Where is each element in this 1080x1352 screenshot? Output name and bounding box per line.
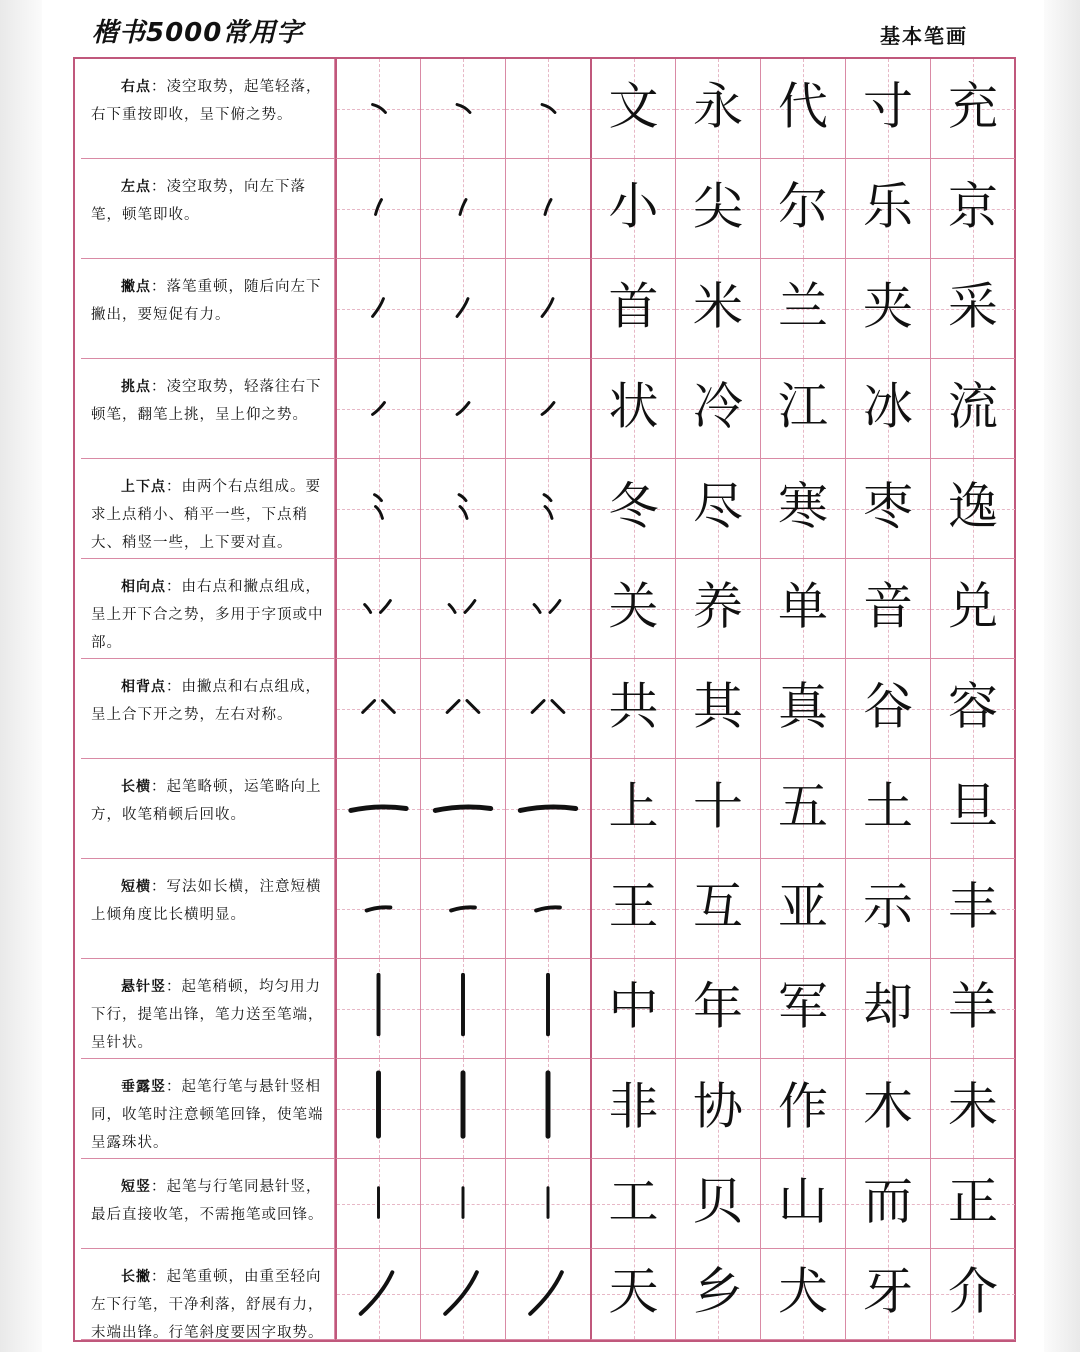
section-title: 基本笔画 [880, 24, 968, 48]
example-character-cell [590, 159, 675, 259]
example-character: 单 [778, 577, 828, 636]
page-edge-left [0, 0, 42, 1352]
example-character-cell [760, 459, 845, 559]
stroke-row [75, 1249, 1014, 1340]
stroke-example-cell [505, 1159, 590, 1249]
example-character: 充 [948, 77, 998, 136]
stroke-example-cell [335, 759, 420, 859]
stroke-example-cell [420, 659, 505, 759]
example-character: 冬 [608, 477, 659, 536]
example-character-cell [930, 1249, 1015, 1340]
stroke-path [536, 907, 560, 910]
stroke-path [373, 299, 384, 317]
example-character: 犬 [778, 1262, 828, 1321]
example-character-cell [845, 859, 930, 959]
stroke-row [75, 1059, 1014, 1159]
example-character: 年 [693, 977, 743, 1036]
stroke-example-cell [505, 1059, 590, 1159]
stroke-example-cell [335, 1249, 420, 1340]
stroke-path [445, 1272, 477, 1314]
needle-shu-stroke [421, 959, 505, 1058]
example-character: 谷 [863, 677, 913, 736]
example-character: 其 [693, 677, 743, 736]
tiao-dot-stroke [506, 359, 590, 458]
long-pie-stroke [421, 1249, 505, 1339]
example-character-cell [845, 559, 930, 659]
example-character-cell [760, 659, 845, 759]
stroke-instructions: ：由撇点和右点组成，呈上合下开之势，左右对称。 [91, 679, 321, 723]
stroke-description [81, 359, 335, 459]
short-shu-stroke [421, 1159, 505, 1248]
example-character: 采 [948, 277, 998, 336]
example-character-cell [590, 559, 675, 659]
stroke-example-cell [505, 259, 590, 359]
example-character-cell [845, 59, 930, 159]
stroke-example-cell [420, 559, 505, 659]
example-character: 兰 [778, 277, 828, 336]
example-character: 土 [863, 777, 913, 836]
example-character-cell [845, 159, 930, 259]
example-character-cell [760, 159, 845, 259]
stroke-path [351, 807, 406, 811]
example-character-cell [845, 459, 930, 559]
stroke-description [81, 959, 335, 1059]
example-character-cell [845, 1249, 930, 1340]
stroke-path [460, 200, 466, 215]
example-character-cell [760, 1159, 845, 1249]
example-character-cell [930, 159, 1015, 259]
stroke-instructions: ：起笔重顿，由重至轻向左下行笔，干净利落，舒展有力，末端出锋。行笔斜度要因字取势。 [91, 1269, 324, 1341]
stroke-instructions: ：凌空取势，向左下落笔，顿笔即收。 [91, 179, 306, 223]
example-character-cell [760, 859, 845, 959]
long-pie-stroke [506, 1249, 590, 1339]
example-character-cell [675, 1249, 760, 1340]
stroke-example-cell [505, 959, 590, 1059]
example-character: 军 [778, 977, 828, 1036]
stroke-example-cell [420, 359, 505, 459]
stroke-name: 撇点 [121, 279, 151, 295]
stroke-example-cell [335, 559, 420, 659]
stroke-path [457, 299, 468, 317]
stroke-path [457, 403, 469, 415]
stroke-row [75, 459, 1014, 559]
dew-shu-stroke [337, 1059, 420, 1158]
example-character-cell [590, 1059, 675, 1159]
stroke-path [520, 807, 575, 811]
stroke-example-cell [420, 959, 505, 1059]
example-character-cell [590, 59, 675, 159]
stroke-instructions: ：起笔行笔与悬针竖相同，收笔时注意顿笔回锋，使笔端呈露珠状。 [91, 1079, 324, 1151]
stroke-path [530, 1272, 562, 1314]
stroke-path [375, 495, 383, 519]
example-character: 十 [693, 777, 743, 836]
example-character: 永 [693, 77, 743, 136]
stroke-row [75, 159, 1014, 259]
updown-dot-stroke [337, 459, 420, 558]
example-character-cell [760, 559, 845, 659]
example-character-cell [760, 759, 845, 859]
example-character-cell [760, 959, 845, 1059]
example-character: 天 [608, 1262, 659, 1321]
example-character-cell [930, 859, 1015, 959]
stroke-name: 左点 [121, 179, 151, 195]
long-heng-stroke [337, 759, 420, 858]
stroke-example-cell [335, 159, 420, 259]
stroke-example-cell [335, 259, 420, 359]
example-character: 乡 [693, 1262, 743, 1321]
example-character-cell [675, 559, 760, 659]
stroke-path [534, 601, 560, 613]
facing-dot-stroke [506, 559, 590, 658]
example-character: 枣 [863, 477, 913, 536]
example-character-cell [675, 459, 760, 559]
stroke-path [363, 701, 395, 713]
stroke-path [457, 105, 470, 113]
stroke-path [542, 105, 555, 113]
stroke-description [81, 59, 335, 159]
example-character-cell [845, 959, 930, 1059]
example-character-cell [845, 1159, 930, 1249]
example-character-cell [675, 259, 760, 359]
example-character-cell [930, 659, 1015, 759]
stroke-example-cell [335, 59, 420, 159]
stroke-example-cell [420, 259, 505, 359]
example-character-cell [590, 1159, 675, 1249]
stroke-example-cell [505, 559, 590, 659]
example-character-cell [845, 659, 930, 759]
back-dot-stroke [337, 659, 420, 758]
stroke-description [81, 159, 335, 259]
updown-dot-stroke [506, 459, 590, 558]
stroke-path [365, 601, 391, 613]
example-character: 作 [778, 1077, 828, 1136]
example-character: 真 [778, 677, 828, 736]
short-heng-stroke [421, 859, 505, 958]
example-character: 互 [693, 877, 743, 936]
stroke-description [81, 459, 335, 559]
stroke-name: 长撇 [121, 1269, 151, 1285]
example-character: 状 [608, 377, 659, 436]
stroke-name: 右点 [121, 79, 151, 95]
stroke-row [75, 759, 1014, 859]
example-character: 江 [778, 377, 828, 436]
example-character: 五 [778, 777, 828, 836]
example-character: 尖 [693, 177, 743, 236]
stroke-description [81, 559, 335, 659]
practice-sheet [73, 57, 1016, 1342]
example-character-cell [845, 1059, 930, 1159]
stroke-instructions: ：起笔略顿，运笔略向上方，收笔稍顿后回收。 [91, 779, 322, 823]
left-dot-stroke [337, 159, 420, 258]
stroke-name: 短竖 [121, 1179, 151, 1195]
pie-dot-stroke [421, 259, 505, 358]
example-character: 冰 [863, 377, 913, 436]
left-dot-stroke [421, 159, 505, 258]
example-character: 文 [608, 77, 659, 136]
stroke-description [81, 259, 335, 359]
example-character: 乐 [863, 177, 913, 236]
stroke-instructions: ：由两个右点组成。要求上点稍小、稍平一些，下点稍大、稍竖一些，上下要对直。 [91, 479, 321, 551]
right-dot-stroke [421, 59, 505, 158]
stroke-example-cell [505, 859, 590, 959]
stroke-example-cell [420, 759, 505, 859]
example-character-cell [675, 959, 760, 1059]
stroke-path [435, 807, 490, 811]
example-character: 逸 [948, 477, 998, 536]
example-character-cell [675, 359, 760, 459]
stroke-example-cell [420, 59, 505, 159]
example-character: 寸 [863, 77, 913, 136]
example-character-cell [930, 459, 1015, 559]
short-heng-stroke [506, 859, 590, 958]
stroke-description [81, 659, 335, 759]
stroke-name: 上下点 [121, 479, 166, 495]
stroke-path [545, 200, 551, 215]
example-character-cell [930, 59, 1015, 159]
stroke-instructions: ：凌空取势，轻落往右下顿笔，翻笔上挑，呈上仰之势。 [91, 379, 322, 423]
example-character: 协 [693, 1077, 743, 1136]
dew-shu-stroke [421, 1059, 505, 1158]
stroke-path [459, 495, 467, 519]
needle-shu-stroke [337, 959, 420, 1058]
example-character-cell [590, 459, 675, 559]
example-character-cell [760, 1059, 845, 1159]
stroke-instructions: ：起笔与行笔同悬针竖，最后直接收笔，不需拖笔或回锋。 [91, 1179, 324, 1223]
stroke-description [81, 1249, 335, 1340]
stroke-path [361, 1272, 393, 1314]
stroke-instructions: ：写法如长横，注意短横上倾角度比长横明显。 [91, 879, 322, 923]
example-character: 而 [863, 1172, 913, 1231]
example-character-cell [590, 959, 675, 1059]
stroke-example-cell [335, 659, 420, 759]
example-character-cell [930, 359, 1015, 459]
example-character: 小 [608, 177, 659, 236]
example-character-cell [760, 259, 845, 359]
stroke-example-cell [420, 459, 505, 559]
stroke-example-cell [335, 459, 420, 559]
example-character: 贝 [693, 1172, 743, 1231]
stroke-row [75, 959, 1014, 1059]
long-heng-stroke [506, 759, 590, 858]
facing-dot-stroke [421, 559, 505, 658]
example-character-cell [675, 759, 760, 859]
stroke-path [451, 907, 475, 910]
stroke-row [75, 559, 1014, 659]
example-character: 旦 [948, 777, 998, 836]
example-character: 上 [608, 777, 659, 836]
stroke-path [447, 701, 479, 713]
pie-dot-stroke [506, 259, 590, 358]
stroke-row [75, 859, 1014, 959]
stroke-example-cell [420, 159, 505, 259]
example-character: 京 [948, 177, 998, 236]
example-character-cell [845, 359, 930, 459]
example-character-cell [590, 659, 675, 759]
example-character-cell [930, 259, 1015, 359]
stroke-instructions: ：凌空取势，起笔轻落，右下重按即收，呈下俯之势。 [91, 79, 322, 123]
stroke-example-cell [505, 459, 590, 559]
stroke-row [75, 1159, 1014, 1249]
stroke-path [367, 907, 391, 910]
stroke-example-cell [505, 159, 590, 259]
stroke-row [75, 359, 1014, 459]
example-character: 流 [948, 377, 998, 436]
stroke-example-cell [335, 859, 420, 959]
long-heng-stroke [421, 759, 505, 858]
stroke-example-cell [505, 1249, 590, 1340]
example-character-cell [590, 359, 675, 459]
book-title: 楷书5000常用字 [92, 18, 304, 48]
example-character-cell [760, 1249, 845, 1340]
stroke-instructions: ：落笔重顿，随后向左下撇出，要短促有力。 [91, 279, 322, 323]
stroke-example-cell [335, 959, 420, 1059]
example-character-cell [675, 59, 760, 159]
facing-dot-stroke [337, 559, 420, 658]
example-character: 寒 [778, 477, 828, 536]
example-character: 牙 [863, 1262, 913, 1321]
stroke-name: 悬针竖 [121, 979, 166, 995]
page-edge-right [1044, 0, 1080, 1352]
stroke-instructions: ：起笔稍顿，均匀用力下行，提笔出锋，笔力送至笔端，呈针状。 [91, 979, 324, 1051]
short-heng-stroke [337, 859, 420, 958]
example-character-cell [845, 759, 930, 859]
example-character: 中 [608, 977, 659, 1036]
stroke-description [81, 1159, 335, 1249]
example-character-cell [675, 159, 760, 259]
back-dot-stroke [506, 659, 590, 758]
example-character: 却 [863, 977, 913, 1036]
example-character: 冷 [693, 377, 743, 436]
example-character-cell [590, 259, 675, 359]
tiao-dot-stroke [421, 359, 505, 458]
stroke-example-cell [335, 359, 420, 459]
example-character-cell [930, 559, 1015, 659]
example-character: 亚 [778, 877, 828, 936]
stroke-path [373, 403, 385, 415]
example-character-cell [675, 859, 760, 959]
stroke-path [542, 299, 553, 317]
example-character-cell [930, 1159, 1015, 1249]
stroke-example-cell [505, 759, 590, 859]
stroke-path [532, 701, 564, 713]
example-character-cell [675, 1059, 760, 1159]
right-dot-stroke [337, 59, 420, 158]
example-character-cell [930, 959, 1015, 1059]
example-character: 木 [863, 1077, 913, 1136]
back-dot-stroke [421, 659, 505, 758]
example-character-cell [590, 759, 675, 859]
stroke-instructions: ：由右点和撇点组成，呈上开下合之势，多用于字顶或中部。 [91, 579, 324, 651]
example-character: 音 [863, 577, 913, 636]
short-shu-stroke [337, 1159, 420, 1248]
stroke-row [75, 659, 1014, 759]
stroke-path [544, 495, 552, 519]
example-character-cell [760, 59, 845, 159]
short-shu-stroke [506, 1159, 590, 1248]
right-dot-stroke [506, 59, 590, 158]
needle-shu-stroke [506, 959, 590, 1058]
stroke-name: 短横 [121, 879, 151, 895]
example-character: 示 [863, 877, 913, 936]
example-character: 正 [948, 1172, 998, 1231]
stroke-example-cell [505, 59, 590, 159]
left-dot-stroke [506, 159, 590, 258]
example-character: 代 [778, 77, 828, 136]
stroke-example-cell [505, 359, 590, 459]
example-character: 米 [693, 277, 743, 336]
stroke-example-cell [420, 1249, 505, 1340]
example-character-cell [760, 359, 845, 459]
example-character: 关 [608, 577, 659, 636]
tiao-dot-stroke [337, 359, 420, 458]
example-character: 工 [608, 1172, 659, 1231]
example-character-cell [590, 1249, 675, 1340]
example-character: 兑 [948, 577, 998, 636]
stroke-path [449, 601, 475, 613]
stroke-path [373, 105, 386, 113]
stroke-example-cell [420, 859, 505, 959]
example-character: 养 [693, 577, 743, 636]
example-character: 王 [608, 877, 659, 936]
stroke-name: 相背点 [121, 679, 166, 695]
example-character: 山 [778, 1172, 828, 1231]
example-character: 夹 [863, 277, 913, 336]
example-character-cell [675, 1159, 760, 1249]
example-character-cell [930, 759, 1015, 859]
example-character: 介 [948, 1262, 998, 1321]
example-character: 羊 [948, 977, 998, 1036]
example-character: 首 [608, 277, 659, 336]
stroke-example-cell [420, 1059, 505, 1159]
stroke-description [81, 1059, 335, 1159]
pie-dot-stroke [337, 259, 420, 358]
stroke-name: 垂露竖 [121, 1079, 166, 1095]
stroke-example-cell [420, 1159, 505, 1249]
example-character: 丰 [948, 877, 998, 936]
stroke-example-cell [335, 1159, 420, 1249]
example-character: 共 [608, 677, 659, 736]
stroke-name: 长横 [121, 779, 151, 795]
stroke-description [81, 759, 335, 859]
example-character: 尔 [778, 177, 828, 236]
dew-shu-stroke [506, 1059, 590, 1158]
example-character-cell [590, 859, 675, 959]
stroke-path [542, 403, 554, 415]
stroke-path [376, 200, 382, 215]
stroke-row [75, 59, 1014, 159]
example-character: 非 [608, 1077, 659, 1136]
example-character: 容 [948, 677, 998, 736]
stroke-name: 相向点 [121, 579, 166, 595]
example-character-cell [930, 1059, 1015, 1159]
stroke-name: 挑点 [121, 379, 151, 395]
page-header [44, 0, 1044, 56]
example-character-cell [675, 659, 760, 759]
updown-dot-stroke [421, 459, 505, 558]
stroke-example-cell [505, 659, 590, 759]
stroke-description [81, 859, 335, 959]
long-pie-stroke [337, 1249, 420, 1339]
example-character: 尽 [693, 477, 743, 536]
stroke-example-cell [335, 1059, 420, 1159]
example-character-cell [845, 259, 930, 359]
stroke-row [75, 259, 1014, 359]
example-character: 未 [948, 1077, 998, 1136]
